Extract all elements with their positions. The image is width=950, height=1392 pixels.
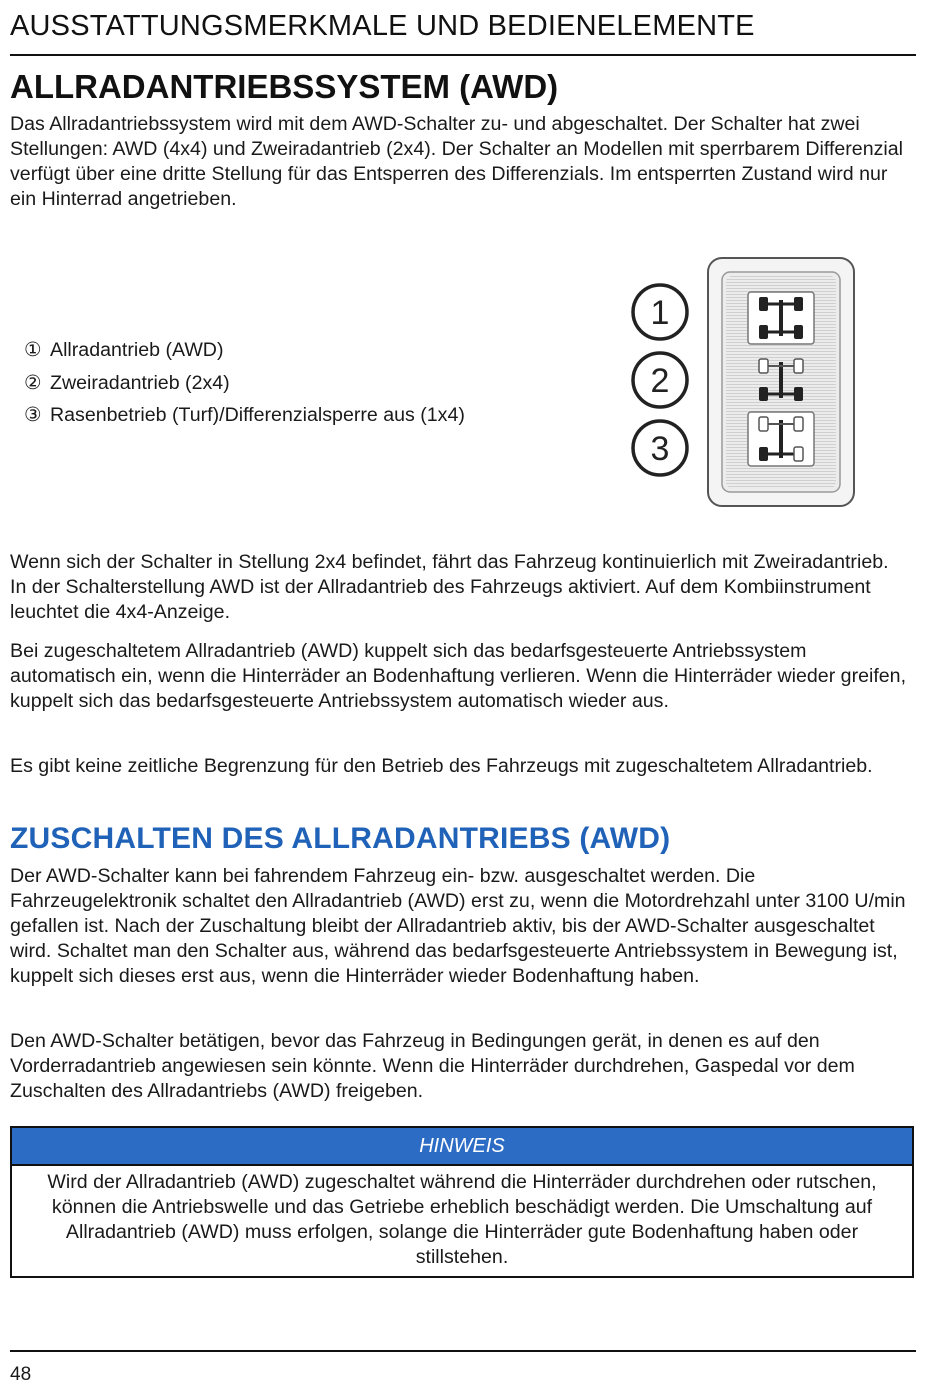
- body-paragraph-2: Bei zugeschaltetem Allradantrieb (AWD) kuppelt sich das bedarfsgesteuerte Antriebssystem automatisch ein, wenn die Hinterräder an Bodenhaftung verlieren. Wenn die Hinterräder wieder greifen, kuppelt sich das bedarfsgesteuerte Antriebssystem automatisch wieder aus.: [10, 640, 907, 712]
- header-rule: [10, 54, 916, 56]
- callout-3: [633, 421, 687, 475]
- legend-item-3: [24, 399, 465, 432]
- notice-text: Wird der Allradantrieb (AWD) zugeschaltet während die Hinterräder durchdrehen oder rutschen, können die Antriebswelle und das Getriebe erheblich beschädigt werden. Die Umschaltung auf Allradantrieb (AWD) muss erfolgen, solange die Hinterräder gute Bodenhaftung haben oder stillstehen.: [47, 1171, 877, 1268]
- page-title: ALLRADANTRIEBSSYSTEM (AWD): [10, 68, 559, 105]
- callout-label: 3: [650, 430, 670, 468]
- callout-label: 2: [650, 362, 670, 400]
- legend-number: ①: [24, 339, 42, 361]
- sub-paragraph-2: Den AWD-Schalter betätigen, bevor das Fahrzeug in Bedingungen gerät, in denen es auf den Vorderradantrieb angewiesen sein könnte. Wenn die Hinterräder durchdrehen, Gaspedal vor dem Zuschalten des Allradantriebs (AWD) freigeben.: [10, 1030, 855, 1102]
- legend-label: Rasenbetrieb (Turf)/Differenzialsperre aus (1x4): [50, 404, 465, 426]
- intro-paragraph: Das Allradantriebssystem wird mit dem AWD-Schalter zu- und abgeschaltet. Der Schalter hat zwei Stellungen: AWD (4x4) und Zweiradantrieb (2x4). Der Schalter an Modellen mit sperrbarem Differenzial verfügt über eine dritte Stellung für das Entsperren des Differenzials. Im entsperrten Zustand wird nur ein Hinterrad angetrieben.: [10, 113, 903, 210]
- notice-heading: HINWEIS: [12, 1128, 912, 1166]
- awd-4x4-icon: [748, 292, 814, 344]
- callout-2: [633, 353, 687, 407]
- legend-number: ③: [24, 404, 42, 426]
- body-paragraph-3: Es gibt keine zeitliche Begrenzung für den Betrieb des Fahrzeugs mit zugeschaltetem Allradantrieb.: [10, 755, 873, 777]
- legend-label: Zweiradantrieb (2x4): [50, 371, 230, 394]
- legend-number: ②: [24, 371, 42, 394]
- legend-label: Allradantrieb (AWD): [50, 339, 224, 361]
- page-number: 48: [10, 1364, 32, 1385]
- section-header: AUSSTATTUNGSMERKMALE UND BEDIENELEMENTE: [10, 10, 755, 42]
- body-paragraph-1: Wenn sich der Schalter in Stellung 2x4 befindet, fährt das Fahrzeug kontinuierlich mit Zweiradantrieb. In der Schalterstellung AWD ist der Allradantrieb des Fahrzeugs aktiviert. Auf dem Kombiinstrument leuchtet die 4x4-Anzeige.: [10, 551, 889, 623]
- footer-rule: [10, 1350, 916, 1352]
- awd-switch-illustration: [618, 254, 858, 510]
- callout-1: [633, 285, 687, 339]
- callout-label: 1: [650, 294, 670, 332]
- legend-list: [24, 334, 465, 432]
- notice-box: [10, 1126, 914, 1278]
- legend-item-1: [24, 334, 465, 367]
- section-subtitle: ZUSCHALTEN DES ALLRADANTRIEBS (AWD): [10, 822, 671, 855]
- turf-mode-icon: [748, 412, 814, 466]
- sub-paragraph-1: Der AWD-Schalter kann bei fahrendem Fahrzeug ein- bzw. ausgeschaltet werden. Die Fahrzeugelektronik schaltet den Allradantrieb (AWD) erst zu, wenn die Motordrehzahl unter 3100 U/min gefallen ist. Nach der Zuschaltung bleibt der Allradantrieb aktiv, bis der AWD-Schalter ausgeschaltet wird. Schaltet man den Schalter aus, während das bedarfsgesteuerte Antriebssystem in Bewegung ist, kuppelt sich dieses erst aus, wenn die Hinterräder wieder Bodenhaftung haben.: [10, 865, 906, 987]
- manual-page: [10, 0, 916, 1392]
- legend-item-2: [24, 367, 465, 400]
